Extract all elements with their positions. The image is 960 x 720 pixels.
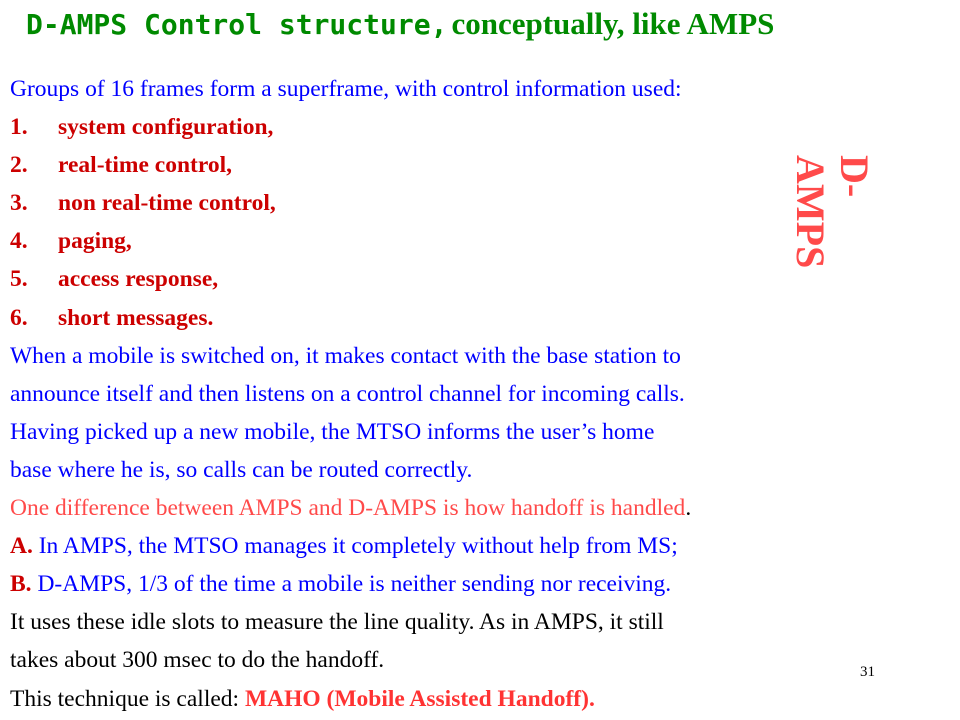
list-text: access response, [58,266,219,293]
list-item [10,146,950,184]
technique-name: MAHO (Mobile Assisted Handoff). [244,685,595,712]
point-a-label: A. [10,533,33,560]
list-number: 5. [10,266,28,293]
difference-end: . [685,495,692,522]
paragraph-line: When a mobile is switched on, it makes contact with the base station to [10,342,681,369]
difference-text: One difference between AMPS and D-AMPS is how handoff is handled [10,495,686,522]
page-number: 31 [860,664,875,680]
paragraph-line: base where he is, so calls can be routed correctly. [10,456,473,483]
slide-body [10,70,950,718]
point-b-line [10,565,950,603]
point-b-label: B. [10,571,32,598]
paragraph-line: takes about 300 msec to do the handoff. [10,647,385,674]
point-a-line [10,527,950,565]
point-a-text: In AMPS, the MTSO manages it completely without help from MS; [32,533,678,560]
list-number: 2. [10,152,28,179]
technique-prefix: This technique is called: [10,685,245,712]
paragraph-line: announce itself and then listens on a control channel for incoming calls. [10,380,685,407]
list-number: 6. [10,304,28,331]
list-text: short messages. [58,304,214,331]
list-text: paging, [58,228,132,255]
list-text: system configuration, [58,114,274,141]
list-item [10,184,950,222]
list-number: 3. [10,190,28,217]
slide-title [26,6,774,42]
slide-title-part2: conceptually, like AMPS [451,6,775,41]
difference-line [10,489,950,527]
list-text: non real-time control, [58,190,276,217]
slide-title-part1: D-AMPS Control structure, [26,8,448,41]
list-item [10,108,950,146]
list-number: 4. [10,228,28,255]
intro-line: Groups of 16 frames form a superframe, with control information used: [10,76,682,102]
list-text: real-time control, [58,152,233,179]
paragraph-line: It uses these idle slots to measure the line quality. As in AMPS, it still [10,609,664,636]
list-item [10,260,950,298]
list-item [10,299,950,337]
list-item [10,222,950,260]
technique-line [10,680,950,718]
list-number: 1. [10,114,28,141]
paragraph-line: Having picked up a new mobile, the MTSO informs the user’s home [10,418,655,445]
side-label-d-amps: D- AMPS [788,155,877,269]
point-b-text: D-AMPS, 1/3 of the time a mobile is neither sending nor receiving. [31,571,672,598]
